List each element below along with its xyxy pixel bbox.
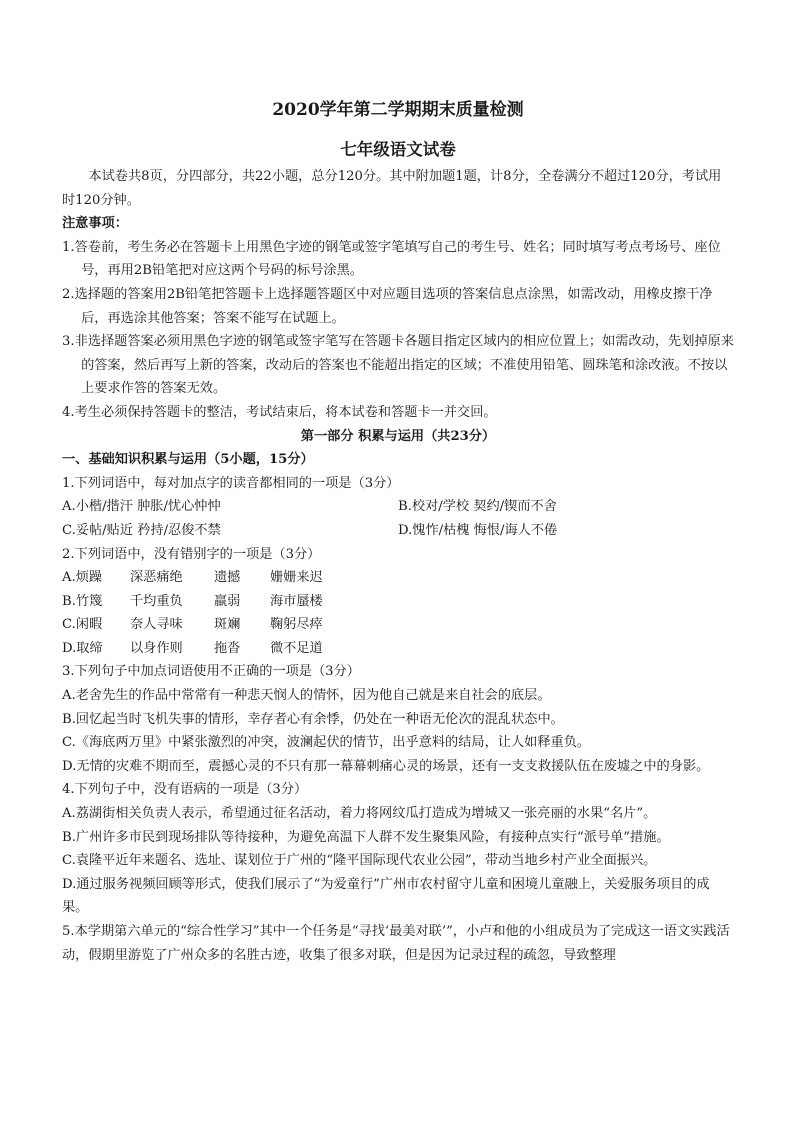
q2-c-word-3: 斑斓 bbox=[214, 617, 241, 633]
notice-item-1: 1.答卷前，考生务必在答题卡上用黑色字迹的钢笔或签字笔填写自己的考生号、姓名；同时填写考点考场号、座位号，再用2B铅笔把对应这两个号码的标号涂黑。 bbox=[62, 239, 721, 279]
q2-a-word-1: A.烦躁 bbox=[62, 570, 103, 586]
q5-stem: 5.本学期第六单元的“综合性学习”其中一个任务是“寻找‘最美对联’”，小卢和他的小组成员为了完成这一语文实践活动，假期里游览了广州众多的名胜古迹，收集了很多对联，但是因为记录过程的疏忽，导致整理 bbox=[62, 924, 730, 963]
exam-title: 2020学年第二学期期末质量检测 bbox=[272, 100, 524, 120]
q4-option-c: C.袁隆平近年来题名、选址、谋划位于广州的“隆平国际现代农业公园”，带动当地乡村产业全面振兴。 bbox=[62, 853, 657, 869]
q1-stem: 1.下列词语中，每对加点字的读音都相同的一项是（3分） bbox=[62, 475, 400, 491]
q3-option-b: B.回忆起当时飞机失事的情形，幸存者心有余悸，仍处在一种语无伦次的混乱状态中。 bbox=[62, 711, 564, 727]
q1-options-row-2 bbox=[62, 519, 734, 543]
q2-d-word-2: 以身作则 bbox=[130, 640, 183, 656]
q4-option-b: B.广州许多市民到现场排队等待接种，为避免高温下人群不发生聚集风险，有接种点实行“派号单”措施。 bbox=[62, 829, 670, 845]
q1-option-d: D.愧怍/枯槐 悔恨/诲人不倦 bbox=[398, 522, 558, 538]
q2-option-b bbox=[62, 590, 734, 614]
q3-stem: 3.下列句子中加点词语使用不正确的一项是（3分） bbox=[62, 664, 360, 680]
q2-c-word-2: 奈人寻味 bbox=[130, 617, 183, 633]
intro-paragraph: 本试卷共8页，分四部分，共22小题，总分120分。其中附加题1题，计8分，全卷满分不超过120分，考试用时120分钟。 bbox=[62, 169, 722, 208]
q2-a-word-3: 遗撼 bbox=[214, 570, 241, 586]
q4-option-a: A.荔湖街相关负责人表示，希望通过征名活动，着力将网纹瓜打造成为增城又一张亮丽的水果“名片”。 bbox=[62, 806, 657, 822]
q1-option-b: B.校对/学校 契约/锲而不舍 bbox=[398, 499, 557, 515]
q2-stem: 2.下列词语中，没有错别字的一项是（3分） bbox=[62, 546, 321, 562]
q3-option-d: D.无情的灾难不期而至，震撼心灵的不只有那一幕幕刺痛心灵的场景，还有一支支救援队伍在废墟之中的身影。 bbox=[62, 758, 710, 774]
q2-d-word-1: D.取缔 bbox=[62, 640, 103, 656]
notice-heading: 注意事项： bbox=[62, 216, 128, 232]
notice-item-2: 2.选择题的答案用2B铅笔把答题卡上选择题答题区中对应题目选项的答案信息点涂黑，如需改动，用橡皮擦干净后，再选涂其他答案；答案不能写在试题上。 bbox=[62, 286, 713, 326]
q2-d-word-3: 拖沓 bbox=[214, 640, 241, 656]
q2-option-d bbox=[62, 637, 734, 661]
section1-heading: 一、基础知识积累与运用（5小题，15分） bbox=[62, 452, 314, 468]
q2-b-word-4: 海市蜃楼 bbox=[270, 593, 323, 609]
q1-option-c: C.妥帖/贴近 矜持/忍俊不禁 bbox=[62, 522, 221, 538]
q3-option-a: A.老舍先生的作品中常常有一种悲天悯人的情怀，因为他自己就是来自社会的底层。 bbox=[62, 688, 551, 704]
q2-option-c bbox=[62, 613, 734, 637]
q3-option-c: C.《海底两万里》中紧张激烈的冲突，波澜起伏的情节，出乎意料的结局，让人如释重负。 bbox=[62, 735, 591, 751]
q2-d-word-4: 微不足道 bbox=[270, 640, 323, 656]
q2-a-word-2: 深恶痛绝 bbox=[130, 570, 183, 586]
q2-b-word-1: B.竹篾 bbox=[62, 593, 103, 609]
q1-options-row-1 bbox=[62, 495, 734, 519]
q1-option-a: A.小楷/揩汗 肿胀/忧心忡忡 bbox=[62, 499, 221, 515]
q2-a-word-4: 姗姗来迟 bbox=[270, 570, 323, 586]
q2-option-a bbox=[62, 566, 734, 590]
q2-b-word-2: 千均重负 bbox=[130, 593, 183, 609]
q2-c-word-4: 鞠躬尽瘁 bbox=[270, 617, 323, 633]
exam-subtitle: 七年级语文试卷 bbox=[340, 140, 456, 159]
part1-title: 第一部分 积累与运用（共23分） bbox=[300, 428, 496, 444]
q2-c-word-1: C.闲暇 bbox=[62, 617, 103, 633]
notice-item-4: 4.考生必须保持答题卡的整洁，考试结束后，将本试卷和答题卡一并交回。 bbox=[62, 404, 497, 420]
q4-stem: 4.下列句子中，没有语病的一项是（3分） bbox=[62, 782, 308, 798]
q4-option-d: D.通过服务视频回顾等形式，使我们展示了“为爱童行”广州市农村留守儿童和困境儿童融上，关爱服务项目的成果。 bbox=[62, 876, 710, 916]
notice-item-3: 3.非选择题答案必须用黑色字迹的钢笔或签字笔写在答题卡各题目指定区域内的相应位置上；如需改动，先划掉原来的答案，然后再写上新的答案，改动后的答案也不能超出指定的区域；不准使用铅笔、圆珠笔和涂改液。不按以上要求作答的答案无效。 bbox=[62, 334, 734, 397]
q2-b-word-3: 羸弱 bbox=[214, 593, 241, 609]
